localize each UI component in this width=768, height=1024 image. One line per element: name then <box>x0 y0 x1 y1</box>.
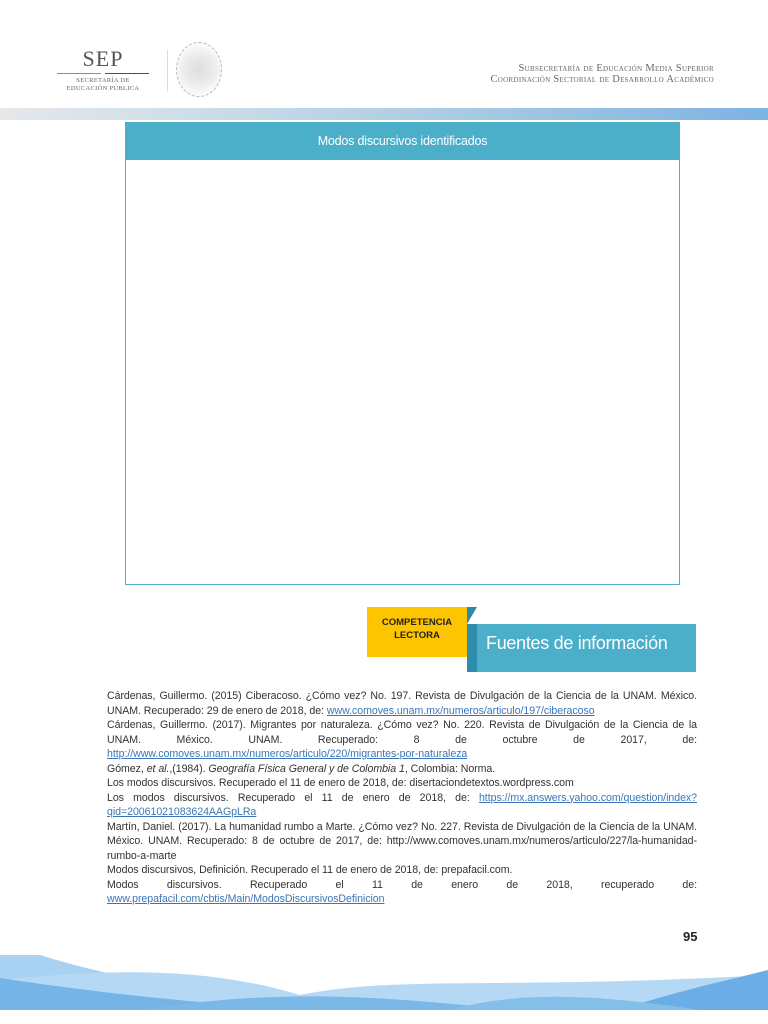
modes-table <box>125 122 680 585</box>
national-seal-icon <box>176 42 222 97</box>
header-band <box>0 108 768 120</box>
reference-link[interactable]: www.comoves.unam.mx/numeros/articulo/197/ciberacoso <box>326 704 595 717</box>
sep-logo-text: SEP <box>82 46 124 71</box>
references-list <box>107 689 697 907</box>
badge-line-1: COMPETENCIA <box>381 617 453 628</box>
sep-logo-sub-2: EDUCACIÓN PÚBLICA <box>66 85 140 92</box>
reference-item: Cárdenas, Guillermo. (2015) Ciberacoso. ¿Cómo vez? No. 197. Revista de Divulgación de la Ciencia de la UNAM. México. UNAM. Recuperado: 29 de enero de 2018, de: www.comoves.unam.mx/numeros/articulo/197/ciberacoso <box>107 690 697 717</box>
reference-item: Modos discursivos, Definición. Recuperado el 11 de enero de 2018, de: prepafacil.com. <box>107 864 513 876</box>
footer-waves <box>0 940 768 1010</box>
org-line-2: Coordinación Sectorial de Desarrollo Académico <box>490 74 714 85</box>
badge-line-2: LECTORA <box>394 630 440 641</box>
reference-item: Modos discursivos. Recuperado el 11 de enero de 2018, recuperado de: www.prepafacil.com/cbtis/Main/ModosDiscursivosDefinicion <box>107 878 697 905</box>
badge-fold-side <box>467 624 477 672</box>
sep-logo <box>57 48 149 93</box>
section-title: Fuentes de información <box>477 624 696 672</box>
organization-heading <box>491 63 715 85</box>
reference-link[interactable]: https://mx.answers.yahoo.com/question/index?qid=20061021083624AAGpLRa <box>107 791 697 818</box>
reference-item: Cárdenas, Guillermo. (2017). Migrantes por naturaleza. ¿Cómo vez? No. 220. Revista de Divulgación de la Ciencia de la UNAM. México. UNAM. Recuperado: 8 de octubre de 2017, de: http://www.comoves.unam.mx/numeros/articulo/220/migrantes-por-naturaleza <box>107 719 697 760</box>
reference-item: Gómez, et al.,(1984). Geografía Física General y de Colombia 1, Colombia: Norma. <box>107 762 496 775</box>
table-header: Modos discursivos identificados <box>126 123 679 160</box>
badge-fold <box>467 607 477 624</box>
table-answer-area[interactable] <box>126 160 679 584</box>
reference-item: Martín, Daniel. (2017). La humanidad rumbo a Marte. ¿Cómo vez? No. 227. Revista de Divulgación de la Ciencia de la UNAM. México. UNAM. Recuperado: 8 de octubre de 2017, de: http://www.comoves.unam.mx/numeros/articulo/227/la-humanidad-rumbo-a-marte <box>107 820 697 862</box>
reference-link[interactable]: http://www.comoves.unam.mx/numeros/articulo/220/migrantes-por-naturaleza <box>107 748 468 760</box>
org-line-1: Subsecretaría de Educación Media Superior <box>518 63 714 74</box>
reference-item: Los modos discursivos. Recuperado el 11 de enero de 2018, de: https://mx.answers.yahoo.com/question/index?qid=20061021083624AAGpLRa <box>107 791 697 818</box>
sep-logo-sub-1: SECRETARÍA DE <box>76 77 130 84</box>
reference-item: Los modos discursivos. Recuperado el 11 de enero de 2018, de: disertaciondetextos.wordpress.com <box>107 777 574 789</box>
logo-divider <box>167 50 168 92</box>
reference-link[interactable]: www.prepafacil.com/cbtis/Main/ModosDiscursivosDefinicion <box>107 893 385 905</box>
competencia-badge <box>367 607 467 657</box>
page-number: 95 <box>683 929 698 944</box>
sep-logo-lines <box>57 73 149 74</box>
